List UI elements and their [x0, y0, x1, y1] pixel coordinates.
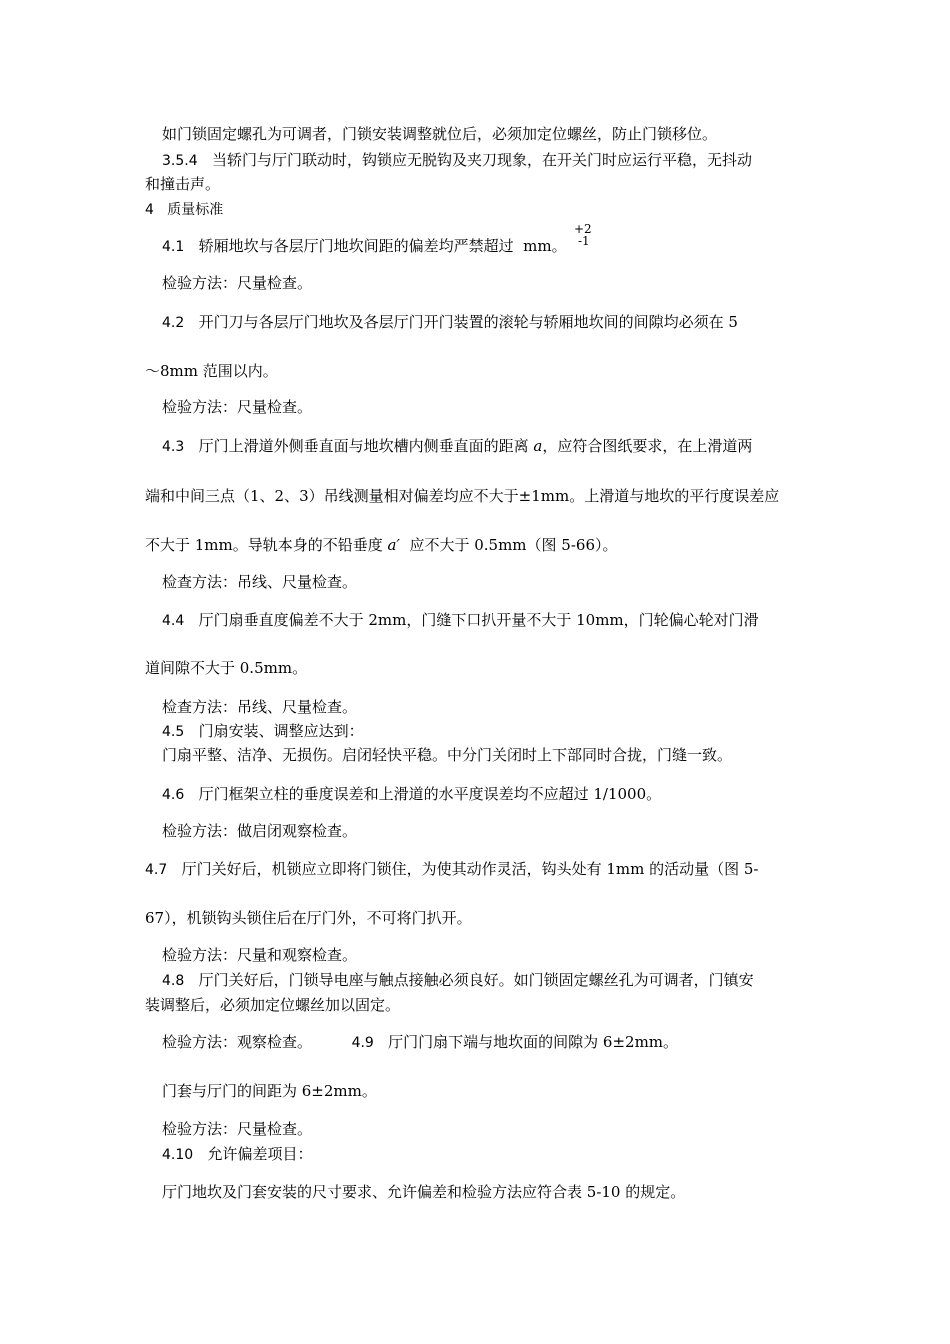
clause-number: 4.5 [162, 724, 185, 740]
clause-4-8 [162, 970, 754, 991]
inspection-method: 检验方法：观察检查。 [162, 1033, 313, 1051]
variable-a: a [533, 437, 543, 455]
clause-number: 4.2 [162, 315, 185, 331]
unit: mm [523, 237, 552, 255]
clause-text: 轿厢地坎与各层厅门地坎间距的偏差均严禁超过 [198, 237, 514, 255]
inspection-method: 检验方法：尺量检查。 [162, 274, 313, 292]
tolerance-lower: -1 [578, 234, 590, 248]
clause-end: 。 [551, 237, 567, 255]
clause-number: 3.5.4 [162, 153, 198, 169]
variable-a-prime: a′ [387, 536, 400, 554]
clause-number: 4.4 [162, 613, 185, 629]
clause-text: 厅门上滑道外侧垂直面与地坎槽内侧垂直面的距离 [198, 437, 529, 455]
clause-4-7-continued: 67），机锁钩头锁住后在厅门外，不可将门扒开。 [145, 909, 472, 927]
clause-4-5 [162, 721, 364, 742]
clause-4-10-continued: 厅门地坎及门套安装的尺寸要求、允许偏差和检验方法应符合表 5-10 的规定。 [162, 1183, 686, 1201]
clause-text: 当轿门与厅门联动时，钩锁应无脱钩及夹刀现象，在开关门时应运行平稳，无抖动 [211, 151, 752, 169]
inspection-method: 检验方法：做启闭观察检查。 [162, 822, 358, 840]
clause-text: 允许偏差项目： [207, 1145, 313, 1163]
clause-text: 厅门门扇下端与地坎面的间隙为 6±2mm。 [388, 1033, 679, 1051]
clause-4-4 [162, 610, 759, 631]
clause-3-5-4 [162, 150, 752, 171]
clause-4-9-continued: 门套与厅门的间距为 6±2mm。 [162, 1082, 377, 1100]
paragraph-door-lock-screws: 如门锁固定螺孔为可调者，门锁安装调整就位后，必须加定位螺丝，防止门锁移位。 [162, 125, 718, 143]
tolerance-upper: +2 [574, 222, 592, 236]
clause-number: 4.8 [162, 973, 185, 989]
clause-text: 门扇安装、调整应达到： [198, 722, 364, 740]
clause-4-3 [162, 436, 752, 457]
clause-number: 4.3 [162, 439, 185, 455]
clause-text: 厅门关好后，门锁导电座与触点接触必须良好。如门锁固定螺丝孔为可调者，门镇安 [198, 971, 754, 989]
clause-4-7 [145, 859, 759, 880]
clause-number: 4.9 [351, 1035, 374, 1051]
clause-3-5-4-continued: 和撞击声。 [145, 175, 221, 193]
clause-4-3-line2: 端和中间三点（1、2、3）吊线测量相对偏差均应不大于±1mm。上滑道与地坎的平行度误差应 [145, 487, 780, 505]
clause-4-5-requirements: 门扇平整、洁净、无损伤。启闭轻快平稳。中分门关闭时上下部同时合拢，门缝一致。 [162, 746, 733, 764]
clause-4-4-continued: 道间隙不大于 0.5mm。 [145, 659, 308, 677]
inspection-method: 检验方法：尺量检查。 [162, 398, 313, 416]
clause-text: 应不大于 0.5mm（图 5-66）。 [409, 536, 618, 554]
clause-number: 4.7 [145, 862, 168, 878]
clause-4-2 [162, 312, 738, 333]
clause-text: 不大于 1mm。导轨本身的不铅垂度 [145, 536, 383, 554]
clause-text: 厅门框架立柱的垂度误差和上滑道的水平度误差均不应超过 1/1000。 [198, 785, 662, 803]
section-heading [145, 200, 223, 220]
inspection-method: 检验方法：尺量检查。 [162, 1120, 313, 1138]
inspection-method: 检查方法：吊线、尺量检查。 [162, 698, 358, 716]
clause-number: 4.6 [162, 787, 185, 803]
clause-text: 开门刀与各层厅门地坎及各层厅门开门装置的滚轮与轿厢地坎间的间隙均必须在 5 [198, 313, 738, 331]
clause-number: 4.1 [162, 239, 185, 255]
clause-4-8-continued: 装调整后，必须加定位螺丝加以固定。 [145, 996, 401, 1014]
clause-text: 厅门扇垂直度偏差不大于 2mm，门缝下口扒开量不大于 10mm，门轮偏心轮对门滑 [198, 611, 759, 629]
clause-4-1 [162, 236, 567, 257]
inspection-method: 检验方法：尺量和观察检查。 [162, 946, 358, 964]
clause-text: 厅门关好后，机锁应立即将门锁住，为使其动作灵活，钩头处有 1mm 的活动量（图 5- [181, 860, 759, 878]
inspection-method: 检查方法：吊线、尺量检查。 [162, 573, 358, 591]
clause-text: ，应符合图纸要求，在上滑道两 [542, 437, 753, 455]
inspection-and-clause-4-9 [162, 1032, 678, 1053]
clause-4-3-line3 [145, 535, 618, 555]
clause-number: 4.10 [162, 1147, 194, 1163]
clause-4-6 [162, 784, 661, 805]
clause-4-2-continued: ～8mm 范围以内。 [145, 362, 278, 380]
section-number: 4 [145, 202, 154, 218]
section-title: 质量标准 [167, 202, 224, 218]
clause-4-10 [162, 1144, 313, 1165]
